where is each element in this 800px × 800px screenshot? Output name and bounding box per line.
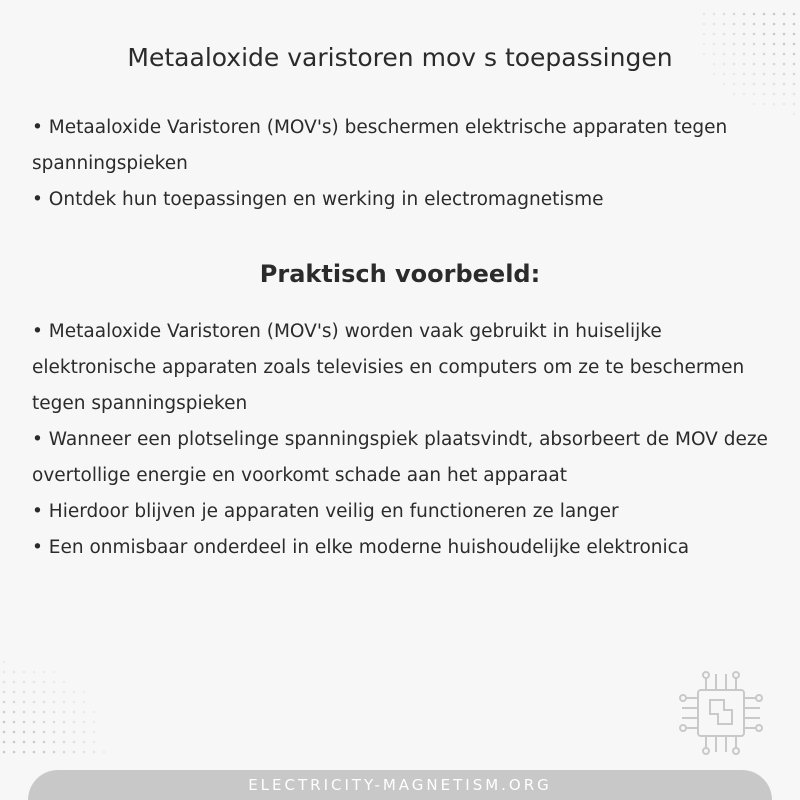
dot [723, 13, 726, 16]
list-item-text: Metaaloxide Varistoren (MOV's) worden vaak gebruikt in huiselijke elektronische apparaten zoals televisies en computers om ze te beschermen tegen spanningspieken [32, 321, 745, 414]
dot [703, 33, 706, 36]
dot [13, 691, 16, 694]
dot [13, 751, 16, 754]
dot [793, 103, 796, 106]
dot [733, 13, 736, 16]
dot [83, 731, 86, 734]
dot [733, 33, 736, 36]
dot [733, 93, 736, 96]
dot [33, 701, 36, 704]
list-item-text: Hierdoor blijven je apparaten veilig en functioneren ze langer [48, 501, 619, 522]
dot [3, 731, 6, 734]
dot [3, 671, 6, 674]
dot [73, 721, 76, 724]
dot [773, 83, 776, 86]
list-item-text: Ontdek hun toepassingen en werking in electromagnetisme [48, 189, 604, 210]
dot [83, 691, 86, 694]
dot [723, 23, 726, 26]
dot [763, 33, 766, 36]
dot [733, 23, 736, 26]
dot [33, 711, 36, 714]
dot [743, 23, 746, 26]
dot [63, 731, 66, 734]
dot [43, 711, 46, 714]
dot [23, 711, 26, 714]
dot [53, 711, 56, 714]
dot [3, 661, 6, 664]
dot [53, 701, 56, 704]
dot [763, 93, 766, 96]
dot [783, 33, 786, 36]
section-heading: Praktisch voorbeeld: [259, 260, 541, 288]
dot [763, 23, 766, 26]
dot [43, 671, 46, 674]
dot [763, 83, 766, 86]
dot [53, 691, 56, 694]
bullet-mark: • [32, 501, 49, 522]
dot [73, 691, 76, 694]
dot [73, 711, 76, 714]
dot [13, 721, 16, 724]
dot [23, 701, 26, 704]
dot [83, 701, 86, 704]
dot [103, 751, 106, 754]
dot [783, 103, 786, 106]
dot [53, 721, 56, 724]
dot [763, 13, 766, 16]
dot [793, 83, 796, 86]
dot [753, 23, 756, 26]
dot [783, 13, 786, 16]
dot [753, 13, 756, 16]
page-title: Metaaloxide varistoren mov s toepassingen [127, 43, 673, 72]
dot [783, 23, 786, 26]
dot [733, 83, 736, 86]
dot [33, 751, 36, 754]
dot [713, 13, 716, 16]
dot [783, 93, 786, 96]
dot [23, 751, 26, 754]
dot [23, 741, 26, 744]
dot [43, 721, 46, 724]
dot [43, 731, 46, 734]
dot [93, 741, 96, 744]
footer-site-url[interactable]: ELECTRICITY-MAGNETISM.ORG [248, 776, 552, 794]
dot [723, 83, 726, 86]
dot [33, 731, 36, 734]
list-item [32, 314, 772, 422]
bullet-mark: • [32, 321, 49, 342]
dot [3, 711, 6, 714]
dot [753, 33, 756, 36]
dot [63, 721, 66, 724]
dot [3, 721, 6, 724]
dot [743, 83, 746, 86]
dot [23, 731, 26, 734]
dot [73, 751, 76, 754]
dot [793, 13, 796, 16]
dot [773, 33, 776, 36]
dot [43, 701, 46, 704]
dot [63, 681, 66, 684]
bullet-mark: • [32, 429, 49, 450]
dot [53, 671, 56, 674]
dot [23, 671, 26, 674]
dot [743, 93, 746, 96]
dot [53, 681, 56, 684]
dot [83, 751, 86, 754]
list-item [32, 422, 772, 494]
dot [73, 701, 76, 704]
dot [63, 691, 66, 694]
dot [43, 741, 46, 744]
intro-list [32, 110, 772, 218]
dot [53, 731, 56, 734]
dot [3, 701, 6, 704]
circuit-chip-icon [676, 668, 766, 758]
dot [3, 691, 6, 694]
dot [13, 741, 16, 744]
dot [33, 671, 36, 674]
dot [793, 23, 796, 26]
dot [93, 721, 96, 724]
list-item-text: Wanneer een plotselinge spanningspiek plaatsvindt, absorbeert de MOV deze overtollige energie en voorkomt schade aan het apparaat [32, 429, 768, 486]
dot [773, 103, 776, 106]
dot [753, 103, 756, 106]
list-item [32, 530, 772, 566]
dot [33, 721, 36, 724]
dot [793, 113, 796, 116]
dot [793, 93, 796, 96]
dot [93, 751, 96, 754]
dot [773, 93, 776, 96]
dot [783, 83, 786, 86]
dot [73, 731, 76, 734]
dot [43, 751, 46, 754]
list-item [32, 110, 772, 182]
dot [13, 731, 16, 734]
dot [773, 23, 776, 26]
dot [713, 33, 716, 36]
dot [63, 711, 66, 714]
dot-pattern-icon [0, 648, 120, 758]
dot [703, 13, 706, 16]
bullet-mark: • [32, 117, 49, 138]
dot [43, 691, 46, 694]
bullet-mark: • [32, 537, 49, 558]
dot [773, 13, 776, 16]
dot [93, 711, 96, 714]
dot [93, 731, 96, 734]
dot [73, 741, 76, 744]
dot [793, 33, 796, 36]
example-list [32, 314, 772, 566]
dot [3, 681, 6, 684]
dot [753, 93, 756, 96]
dot [53, 751, 56, 754]
dot [83, 711, 86, 714]
dot [13, 711, 16, 714]
dot [13, 681, 16, 684]
dot [23, 721, 26, 724]
dot [753, 83, 756, 86]
list-item-text: Een onmisbaar onderdeel in elke moderne huishoudelijke elektronica [48, 537, 690, 558]
dot [703, 23, 706, 26]
list-item [32, 494, 772, 530]
dot [33, 741, 36, 744]
dot [713, 23, 716, 26]
dot [43, 681, 46, 684]
list-item [32, 182, 772, 218]
dot [63, 701, 66, 704]
dot [33, 681, 36, 684]
dot [723, 33, 726, 36]
dot [63, 751, 66, 754]
list-item-text: Metaaloxide Varistoren (MOV's) beschermen elektrische apparaten tegen spanningspieken [32, 117, 728, 174]
dot [3, 741, 6, 744]
bullet-mark: • [32, 189, 49, 210]
dot [23, 691, 26, 694]
dot [63, 741, 66, 744]
dot [3, 751, 6, 754]
dot [83, 741, 86, 744]
dot [763, 103, 766, 106]
dot [23, 681, 26, 684]
dot [13, 671, 16, 674]
dot [83, 721, 86, 724]
dot [53, 741, 56, 744]
dot [743, 33, 746, 36]
dot [33, 691, 36, 694]
dot [13, 701, 16, 704]
dot [743, 13, 746, 16]
